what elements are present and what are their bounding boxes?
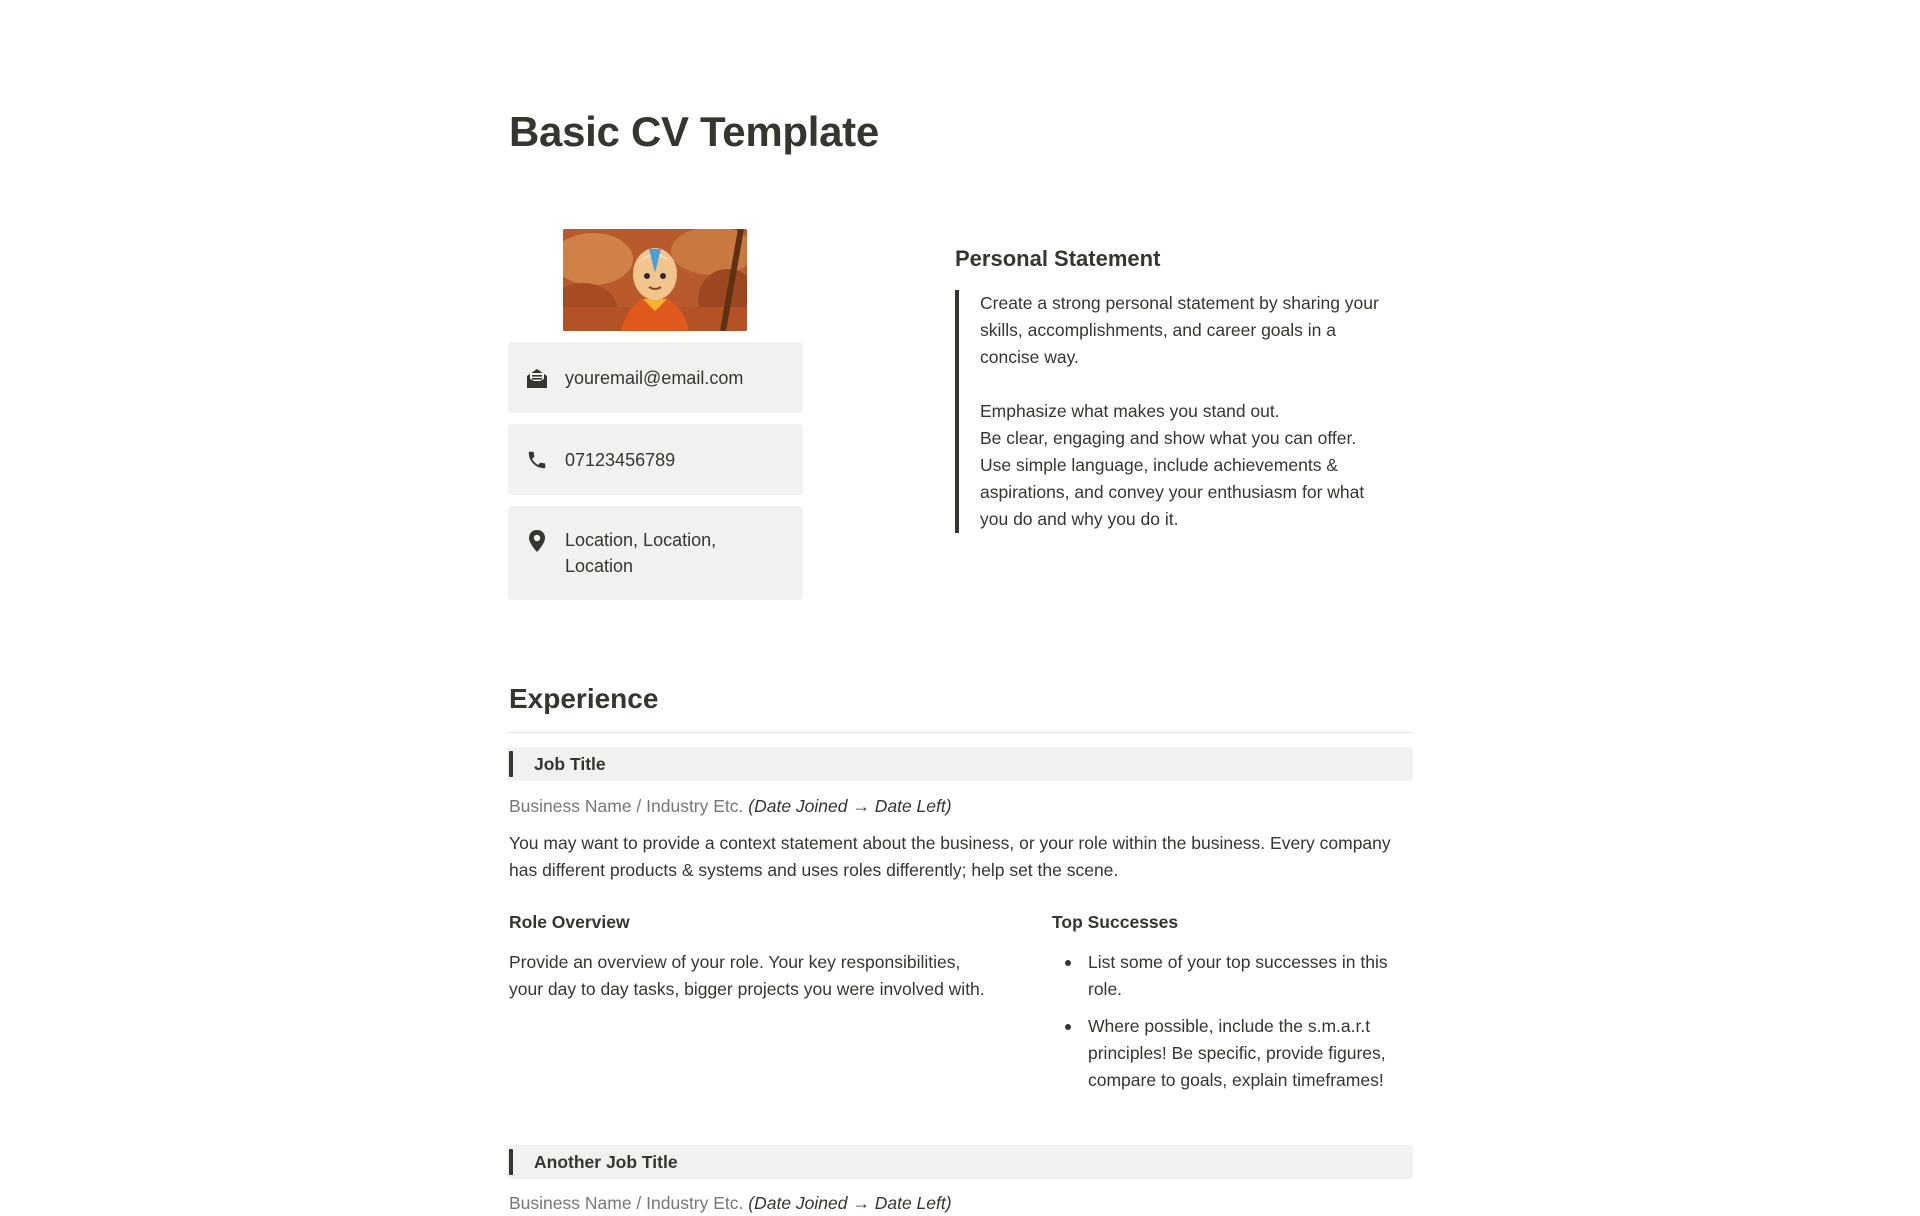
location-card bbox=[508, 506, 803, 600]
envelope-open-icon bbox=[524, 365, 550, 391]
location-text: Location, Location, Location bbox=[565, 530, 717, 576]
phone-text[interactable]: 07123456789 bbox=[565, 449, 676, 470]
job-title: Another Job Title bbox=[534, 1152, 678, 1172]
email-card bbox=[508, 342, 803, 413]
profile-image bbox=[563, 229, 747, 331]
personal-statement-paragraph: Be clear, engaging and show what you can offer. Use simple language, include achievements & aspirations, and convey your enthusiasm for what you do and why you do it. bbox=[980, 428, 1365, 529]
divider bbox=[507, 732, 1413, 733]
email-text[interactable]: youremail@email.com bbox=[565, 367, 744, 388]
personal-statement-heading: Personal Statement bbox=[955, 246, 1161, 271]
experience-heading: Experience bbox=[509, 683, 659, 714]
phone-icon bbox=[524, 447, 550, 473]
job-title-bar bbox=[507, 1145, 1413, 1179]
job-dates: (Date Joined → Date Left) bbox=[748, 796, 952, 816]
business-name: Business Name / Industry Etc. bbox=[509, 796, 744, 816]
phone-card bbox=[508, 424, 803, 495]
page-title: Basic CV Template bbox=[509, 108, 879, 155]
personal-statement-paragraph: Emphasize what makes you stand out. bbox=[980, 401, 1280, 421]
role-overview-heading: Role Overview bbox=[509, 912, 630, 932]
map-pin-icon bbox=[524, 528, 550, 554]
job-dates: (Date Joined → Date Left) bbox=[748, 1193, 952, 1213]
job-title-bar bbox=[507, 747, 1413, 781]
top-successes-list bbox=[1052, 949, 1414, 1104]
personal-statement-paragraph: Create a strong personal statement by sharing your skills, accomplishments, and career goals in a concise way. bbox=[980, 293, 1379, 367]
personal-statement-quote bbox=[955, 290, 1385, 533]
top-successes-heading: Top Successes bbox=[1052, 912, 1179, 932]
role-overview-text: Provide an overview of your role. Your key responsibilities, your day to day tasks, bigger projects you were involved with. bbox=[509, 952, 985, 999]
list-item: List some of your top successes in this role. bbox=[1052, 949, 1414, 1003]
list-item: Where possible, include the s.m.a.r.t principles! Be specific, provide figures, compare to goals, explain timeframes! bbox=[1052, 1013, 1414, 1094]
business-line bbox=[509, 1190, 952, 1216]
context-statement: You may want to provide a context statement about the business, or your role within the business. Every company has different products & systems and uses roles differently; help set the scene. bbox=[509, 833, 1391, 880]
business-name: Business Name / Industry Etc. bbox=[509, 1193, 744, 1213]
job-title: Job Title bbox=[534, 754, 606, 774]
business-line bbox=[509, 793, 952, 819]
